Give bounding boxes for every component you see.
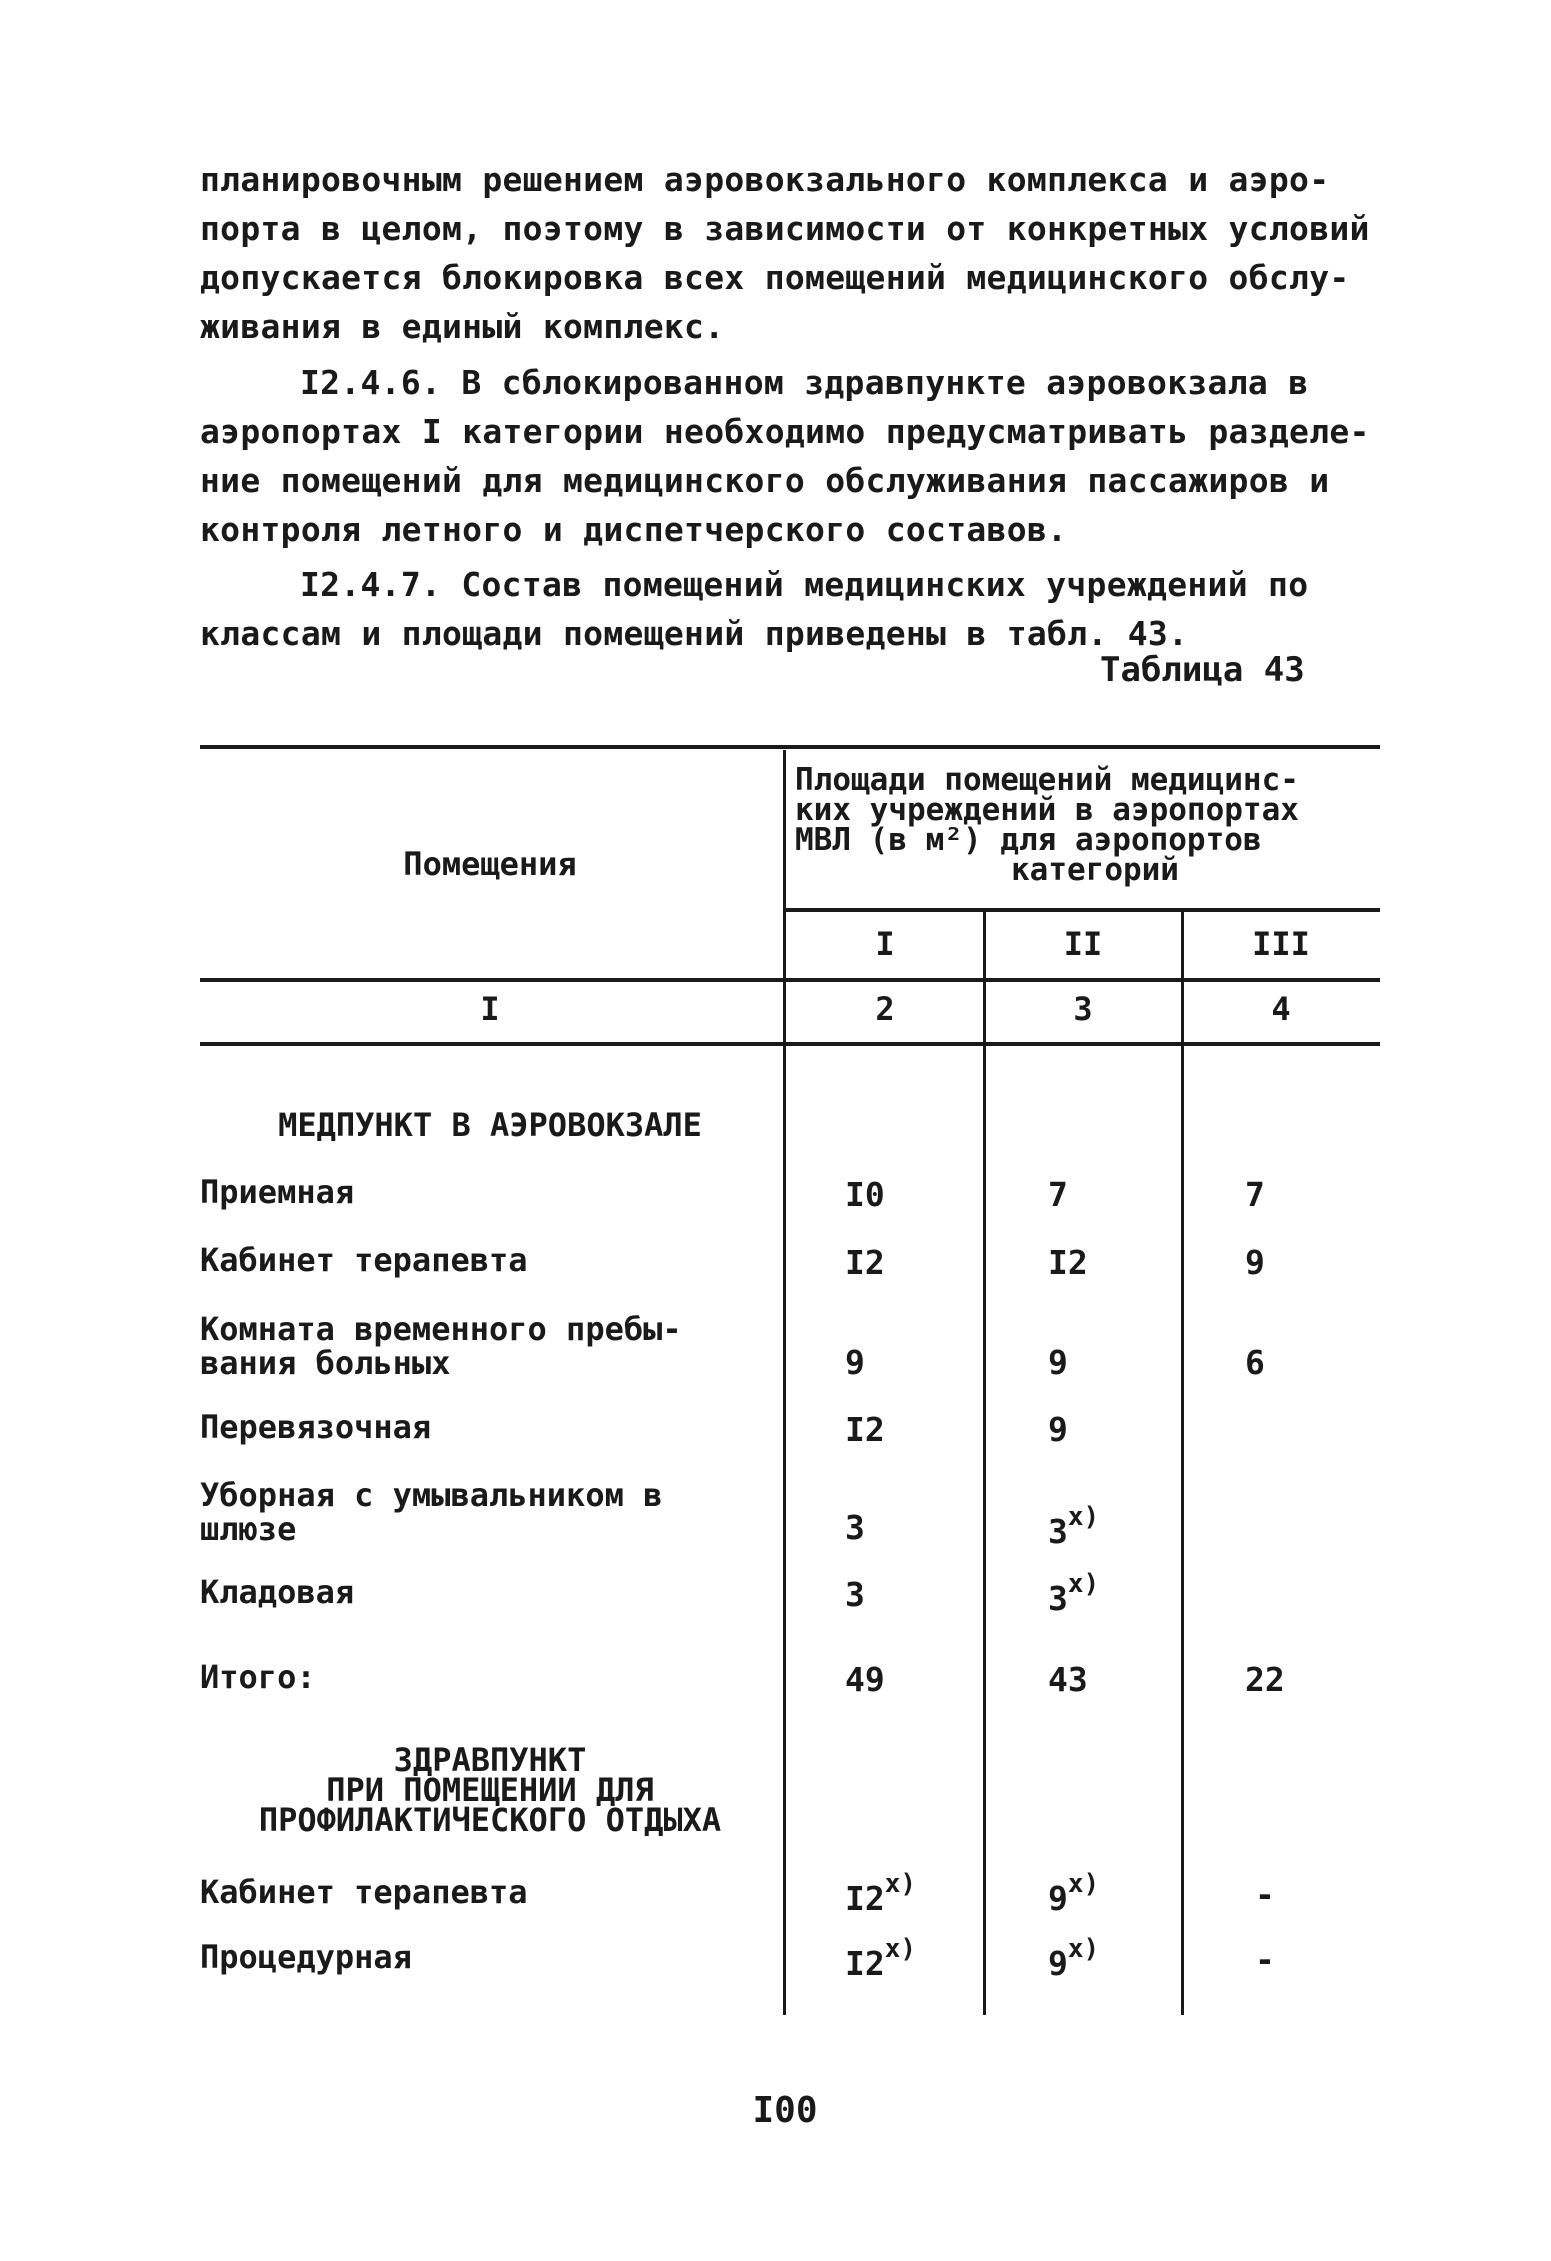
row-label-line: шлюзе [200,1510,297,1548]
cell-value: - [1255,1940,1275,1979]
cell-value: 7 [1245,1175,1265,1214]
column-number: 4 [1271,990,1291,1028]
table-cell [1048,1410,1168,1449]
table-cell [1048,1660,1168,1699]
column-divider [1181,912,1184,2015]
row-label-line: Кабинет терапевта [200,1241,528,1279]
column-divider [983,912,986,2015]
cell-value: I0 [845,1175,885,1214]
table-cell [1048,1175,1168,1214]
table-top-rule [200,745,1380,749]
category-header: III [1252,925,1310,963]
cell-value: 9 [1048,1410,1068,1449]
category-header: I [875,925,895,963]
table-cell [1255,1940,1375,1979]
header-bottom-rule [200,978,1380,982]
table-cell [1245,1175,1365,1214]
paragraph-2 [200,358,1370,554]
row-label-line: Кладовая [200,1573,355,1611]
cell-value: 9 [1048,1879,1068,1918]
row-label [200,1660,760,1694]
section-title-line: МЕДПУНКТ В АЭРОВОКЗАЛЕ [278,1106,702,1144]
text-line: живания в единый комплекс. [200,307,725,346]
text-line: контроля летного и диспетчерского составов. [200,510,1068,549]
row-label-line: Комната временного пребы- [200,1310,682,1348]
section-title [200,1741,780,1839]
row-label-line: Итого: [200,1658,316,1696]
table-cell [1048,1569,1168,1618]
cell-value: 9 [1048,1343,1068,1382]
header-line: ких учреждений в аэропортах [795,792,1299,828]
header-line: категорий [1011,852,1179,888]
row-label-line: Кабинет терапевта [200,1873,528,1911]
cell-value: - [1255,1875,1275,1914]
cell-value: 3 [845,1575,865,1614]
table-cell [845,1175,965,1214]
table-cell [1048,1502,1168,1551]
footnote-mark: x) [1067,1502,1100,1532]
header-rooms: Помещения [403,845,577,883]
column-number: I [480,990,500,1028]
text-line: аэропортах I категории необходимо предусматривать разделе- [200,412,1370,451]
table-cell [1255,1875,1375,1914]
cell-value: 43 [1048,1660,1088,1699]
footnote-mark: x) [884,1869,917,1899]
footnote-mark: x) [1067,1569,1100,1599]
row-label [200,1175,760,1209]
table-cell [1048,1934,1168,1983]
row-label-line: вания больных [200,1344,451,1382]
text-line: допускается блокировка всех помещений медицинского обслу- [200,258,1350,297]
table-cell [845,1934,965,1983]
page-number: I00 [752,2090,818,2131]
section-title-line: ПРОФИЛАКТИЧЕСКОГО ОТДЫХА [258,1801,722,1839]
row-label-line: Приемная [200,1173,355,1211]
footnote-mark: x) [1067,1934,1100,1964]
cell-value: 22 [1245,1660,1285,1699]
table-cell [1048,1243,1168,1282]
table-cell [1048,1343,1168,1382]
header-areas [795,762,1395,888]
category-header: II [1063,925,1103,963]
table-cell [1245,1660,1365,1699]
section-title-line: ЗДРАВПУНКТ [393,1741,587,1779]
text-line: ние помещений для медицинского обслуживания пассажиров и [200,461,1330,500]
footnote-mark: x) [884,1934,917,1964]
cell-value: 9 [1048,1944,1068,1983]
column-number: 3 [1073,990,1093,1028]
row-label [200,1940,760,1974]
row-label-line: Процедурная [200,1938,412,1976]
header-split-rule [785,908,1380,912]
row-label [200,1575,760,1609]
table-cell [845,1410,965,1449]
cell-value: 3 [1048,1579,1068,1618]
table-cell [1048,1869,1168,1918]
table-cell [1245,1343,1365,1382]
table-cell [845,1243,965,1282]
text-line: планировочным решением аэровокзального комплекса и аэро- [200,160,1330,199]
cell-value: 9 [1245,1243,1265,1282]
row-label [200,1312,760,1380]
section-title-line: ПРИ ПОМЕЩЕНИИ ДЛЯ [326,1771,654,1809]
cell-value: 6 [1245,1343,1265,1382]
column-divider [783,750,786,2015]
text-line: I2.4.6. В сблокированном здравпункте аэровокзала в [300,363,1309,402]
cell-value: I2 [845,1879,885,1918]
cell-value: I2 [845,1410,885,1449]
table-cell [1245,1243,1365,1282]
table-cell [845,1508,965,1547]
cell-value: I2 [845,1243,885,1282]
column-number: 2 [875,990,895,1028]
cell-value: 3 [845,1508,865,1547]
cell-value: I2 [1048,1243,1088,1282]
footnote-mark: x) [1067,1869,1100,1899]
header-line: МВЛ (в м²) для аэропортов [795,822,1262,858]
text-line: классам и площади помещений приведены в табл. 43. [200,614,1189,653]
numbers-bottom-rule [200,1042,1380,1046]
paragraph-1 [200,155,1370,351]
cell-value: 49 [845,1660,885,1699]
section-title [200,1106,780,1144]
cell-value: 3 [1048,1512,1068,1551]
text-line: порта в целом, поэтому в зависимости от конкретных условий [200,209,1370,248]
row-label-line: Уборная с умывальником в [200,1476,663,1514]
text-line: I2.4.7. Состав помещений медицинских учреждений по [300,565,1309,604]
cell-value: 7 [1048,1175,1068,1214]
table-cell [845,1869,965,1918]
paragraph-3 [200,560,1370,658]
row-label [200,1410,760,1444]
cell-value: 9 [845,1343,865,1382]
table-caption: Таблица 43 [1100,650,1305,690]
table-cell [845,1575,965,1614]
row-label [200,1243,760,1277]
cell-value: I2 [845,1944,885,1983]
row-label [200,1875,760,1909]
table-cell [845,1343,965,1382]
row-label-line: Перевязочная [200,1408,432,1446]
header-line: Площади помещений медицинс- [795,762,1299,798]
row-label [200,1478,760,1546]
table-cell [845,1660,965,1699]
